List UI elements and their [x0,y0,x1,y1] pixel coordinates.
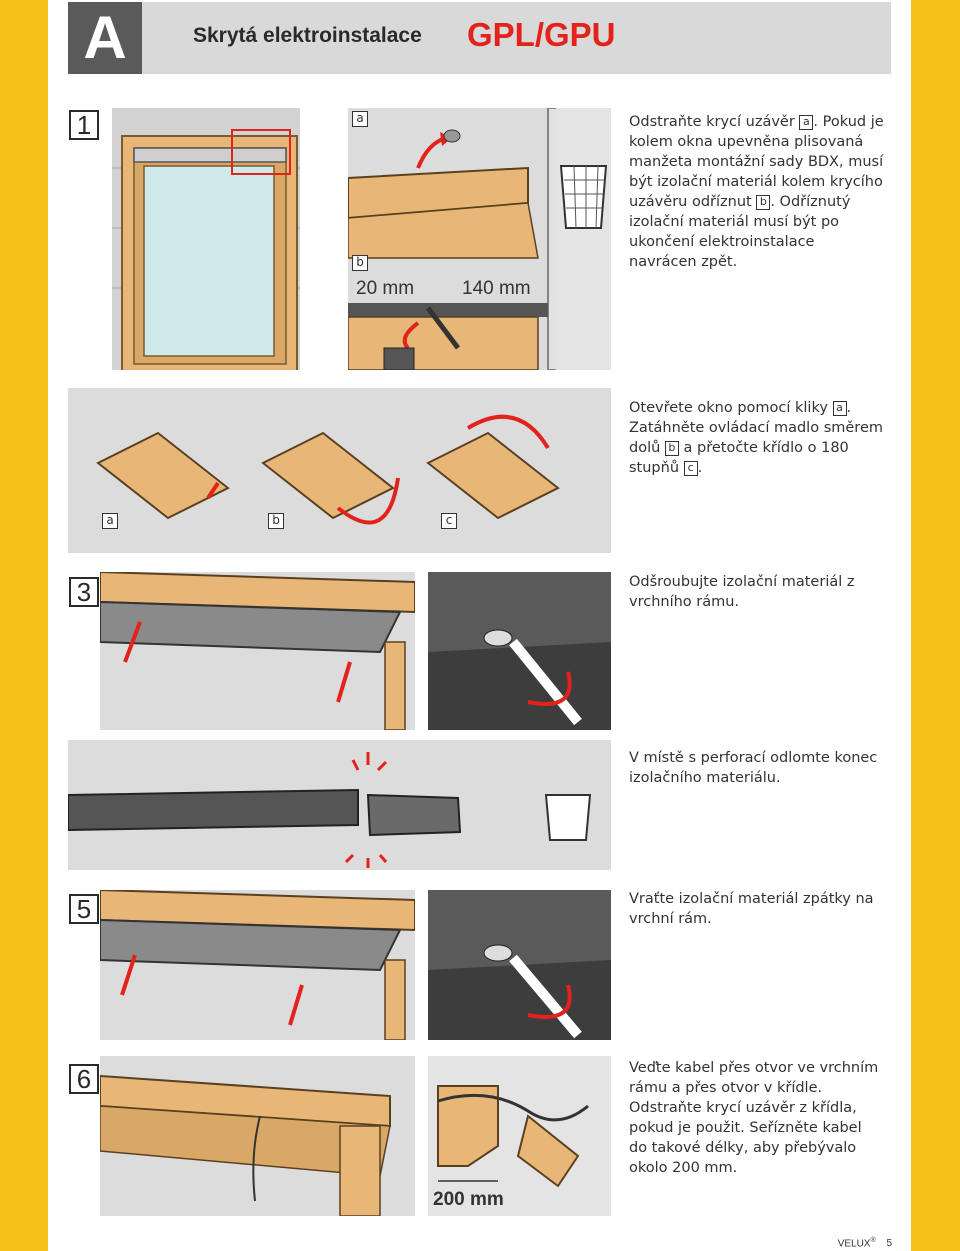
step3-instructions: Odšroubujte izolační materiál z vrchního rámu. [629,574,855,610]
step2-text-part: . [697,460,703,476]
step2-label-c: c [441,513,457,529]
page-title: Skrytá elektroinstalace [193,24,422,47]
step1-label-b: b [352,255,368,271]
step2-illustration [68,388,611,553]
step5-instructions: Vraťte izolační materiál zpátky na vrchní rám. [629,891,874,927]
step-number-3: 3 [69,577,99,607]
window-rotation-icons [68,388,611,553]
wastebin-icon [556,108,611,370]
step3-screw-illustration [428,572,611,730]
screwdriver-icon [428,890,611,1040]
step5-screw-illustration [428,890,611,1040]
step-number-6: 6 [69,1064,99,1094]
step1-wastebin-panel [556,108,611,370]
product-code: GPL/GPU [467,16,616,53]
section-letter: A [68,2,142,74]
step1-label-a: a [352,111,368,127]
step4-instructions: V místě s perforací odlomte konec izolačního materiálu. [629,750,878,786]
page-number: 5 [886,1238,892,1250]
step2-text-part: a přetočte křídlo o 180 stupňů [629,440,849,476]
step6-frame-illustration [100,1056,415,1216]
roof-window-icon [112,108,300,370]
inline-label-a: a [799,115,813,130]
inline-label-b: b [665,441,679,456]
inline-label-c: c [684,461,698,476]
screwdriver-icon [428,572,611,730]
step1-instructions [629,112,884,272]
step1-dimension-140mm: 140 mm [462,278,531,299]
step3-frame-illustration [100,572,415,730]
step-number-1: 1 [69,110,99,140]
step1-text-part: . Pokud je kolem okna upevněna plisovaná manžeta montážní sady BDX, musí být izolační materiál kolem krycího uzávěru odříznut [629,114,884,210]
step2-instructions [629,398,884,478]
inline-label-a: a [833,401,847,416]
step2-label-b: b [268,513,284,529]
step-number-5: 5 [69,894,99,924]
step6-instructions: Veďte kabel přes otvor ve vrchním rámu a přes otvor v křídle. Odstraňte krycí uzávěr z křídla, pokud je použit. Seřízněte kabel do takové délky, aby přebývalo okolo 200 mm. [629,1060,879,1176]
step2-text-part: . Zatáhněte ovládací madlo směrem dolů [629,400,883,456]
brand-name: VELUX [837,1238,871,1250]
step4-illustration [68,740,611,870]
step6-dimension-200mm: 200 mm [433,1189,504,1210]
step2-text-part: Otevřete okno pomocí kliky [629,400,833,416]
step1-text-part: . Odříznutý izolační materiál musí být po ukončení elektroinstalace navrácen zpět. [629,194,851,270]
inline-label-b: b [756,195,770,210]
step1-window-illustration [112,108,300,370]
footer [838,1237,892,1249]
step1-text-part: Odstraňte krycí uzávěr [629,114,800,130]
step1-dimension-20mm: 20 mm [356,278,415,299]
trademark-symbol: ® [870,1237,876,1244]
step5-frame-illustration [100,890,415,1040]
step2-label-a: a [102,513,118,529]
